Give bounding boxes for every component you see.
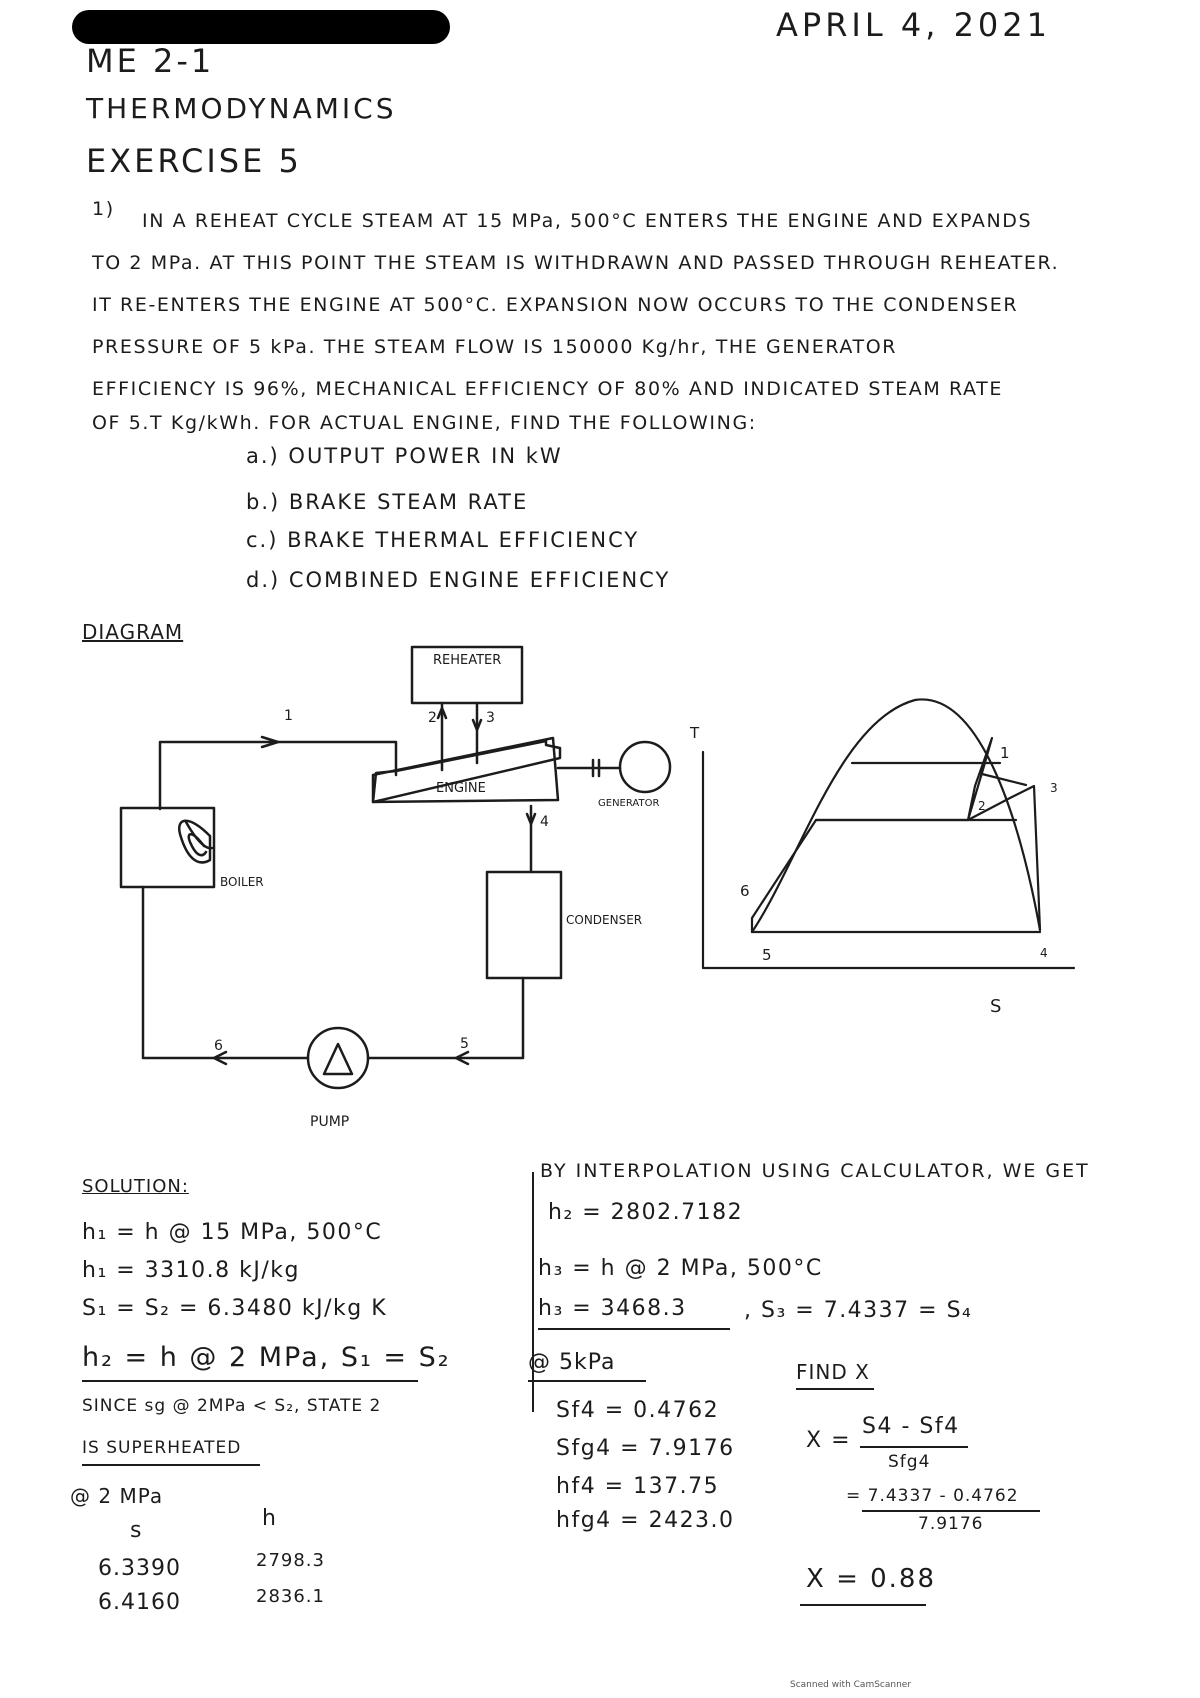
course: ME 2-1 bbox=[86, 42, 215, 80]
solution-line-2: h₁ = 3310.8 kJ/kg bbox=[82, 1258, 300, 1283]
table-header-s: s bbox=[130, 1518, 143, 1543]
table-row-1-s: 6.3390 bbox=[98, 1556, 181, 1581]
right-column-divider bbox=[532, 1172, 534, 1412]
engine-label: ENGINE bbox=[436, 781, 486, 796]
since-line-2: IS SUPERHEATED bbox=[82, 1438, 242, 1458]
solution-line-3: S₁ = S₂ = 6.3480 kJ/kg K bbox=[82, 1296, 388, 1321]
prop-sf4: Sf4 = 0.4762 bbox=[556, 1398, 720, 1423]
interpolation-line: BY INTERPOLATION USING CALCULATOR, WE GET bbox=[540, 1160, 1090, 1182]
saturation-dome bbox=[752, 699, 1040, 932]
pump-label: PUMP bbox=[310, 1114, 350, 1130]
h3-value: h₃ = 3468.3 bbox=[538, 1296, 687, 1321]
substitution-denominator: 7.9176 bbox=[918, 1514, 984, 1534]
underline-find-x bbox=[796, 1388, 874, 1390]
problem-line-1: IN A REHEAT CYCLE STEAM AT 15 MPa, 500°C ENTERS THE ENGINE AND EXPANDS bbox=[142, 210, 1033, 232]
problem-line-4: PRESSURE OF 5 kPa. THE STEAM FLOW IS 150000 Kg/hr, THE GENERATOR bbox=[92, 336, 898, 358]
at-5kpa: @ 5kPa bbox=[528, 1350, 616, 1375]
table-header-h: h bbox=[262, 1506, 277, 1531]
prop-hf4: hf4 = 137.75 bbox=[556, 1474, 720, 1499]
ts-point-4: 4 bbox=[1040, 946, 1048, 960]
generator-label: GENERATOR bbox=[598, 798, 660, 809]
cycle-path bbox=[752, 738, 992, 932]
task-a: a.) OUTPUT POWER IN kW bbox=[246, 444, 563, 468]
solution-line-1: h₁ = h @ 15 MPa, 500°C bbox=[82, 1220, 383, 1245]
reheater-label: REHEATER bbox=[433, 653, 502, 668]
state-3: 3 bbox=[486, 710, 495, 726]
formula-lhs: X = bbox=[806, 1428, 851, 1453]
x-result: X = 0.88 bbox=[806, 1564, 937, 1594]
date: APRIL 4, 2021 bbox=[776, 6, 1051, 44]
substitution-fraction-bar bbox=[862, 1510, 1040, 1512]
solution-line-4: h₂ = h @ 2 MPa, S₁ = S₂ bbox=[82, 1342, 451, 1373]
formula-fraction-bar bbox=[860, 1446, 968, 1448]
s3-value: , S₃ = 7.4337 = S₄ bbox=[744, 1298, 973, 1323]
problem-line-5: EFFICIENCY IS 96%, MECHANICAL EFFICIENCY OF 80% AND INDICATED STEAM RATE bbox=[92, 378, 1003, 400]
boiler-label: BOILER bbox=[220, 875, 264, 889]
ts-x-label: S bbox=[990, 996, 1002, 1017]
since-line-1: SINCE sg @ 2MPa < S₂, STATE 2 bbox=[82, 1396, 382, 1416]
ts-axes bbox=[703, 752, 1074, 968]
ts-point-1: 1 bbox=[1000, 744, 1010, 762]
condenser-label: CONDENSER bbox=[566, 913, 643, 927]
ts-point-6: 6 bbox=[740, 882, 750, 900]
task-b: b.) BRAKE STEAM RATE bbox=[246, 490, 529, 514]
underline-h3 bbox=[538, 1328, 730, 1330]
task-c: c.) BRAKE THERMAL EFFICIENCY bbox=[246, 528, 640, 552]
problem-number: 1) bbox=[92, 198, 115, 220]
substitution-numerator: = 7.4337 - 0.4762 bbox=[846, 1486, 1019, 1506]
h2-result: h₂ = 2802.7182 bbox=[548, 1200, 744, 1225]
prop-hfg4: hfg4 = 2423.0 bbox=[556, 1508, 735, 1533]
state-6: 6 bbox=[214, 1038, 223, 1054]
formula-denominator: Sfg4 bbox=[888, 1452, 931, 1472]
table-row-1-h: 2798.3 bbox=[256, 1550, 325, 1571]
underline-h2 bbox=[82, 1380, 418, 1382]
table-row-2-s: 6.4160 bbox=[98, 1590, 181, 1615]
task-d: d.) COMBINED ENGINE EFFICIENCY bbox=[246, 568, 671, 592]
find-x-title: FIND X bbox=[796, 1360, 870, 1384]
underline-5kpa bbox=[528, 1380, 646, 1382]
ts-point-2: 2 bbox=[978, 799, 986, 813]
ts-point-5: 5 bbox=[762, 946, 772, 964]
underline-superheated bbox=[82, 1464, 260, 1466]
underline-x-result bbox=[800, 1604, 926, 1606]
ts-y-label: T bbox=[690, 724, 700, 742]
table-title: @ 2 MPa bbox=[70, 1484, 164, 1508]
state-5: 5 bbox=[460, 1036, 469, 1052]
problem-line-3: IT RE-ENTERS THE ENGINE AT 500°C. EXPANSION NOW OCCURS TO THE CONDENSER bbox=[92, 294, 1019, 316]
state-2: 2 bbox=[428, 710, 437, 726]
table-row-2-h: 2836.1 bbox=[256, 1586, 325, 1607]
subject: THERMODYNAMICS bbox=[86, 92, 397, 125]
problem-line-6: OF 5.T Kg/kWh. FOR ACTUAL ENGINE, FIND THE FOLLOWING: bbox=[92, 412, 757, 434]
exercise-title: EXERCISE 5 bbox=[86, 142, 302, 180]
formula-numerator: S4 - Sf4 bbox=[862, 1414, 960, 1439]
ts-point-3: 3 bbox=[1050, 781, 1058, 795]
diagram-label: DIAGRAM bbox=[82, 620, 184, 644]
solution-title: SOLUTION: bbox=[82, 1176, 189, 1197]
problem-line-2: TO 2 MPa. AT THIS POINT THE STEAM IS WITHDRAWN AND PASSED THROUGH REHEATER. bbox=[92, 252, 1060, 274]
scanner-footer: Scanned with CamScanner bbox=[790, 1680, 912, 1690]
state-4: 4 bbox=[540, 814, 549, 830]
h3-def: h₃ = h @ 2 MPa, 500°C bbox=[538, 1256, 823, 1281]
prop-sfg4: Sfg4 = 7.9176 bbox=[556, 1436, 735, 1461]
state-1: 1 bbox=[284, 708, 293, 724]
